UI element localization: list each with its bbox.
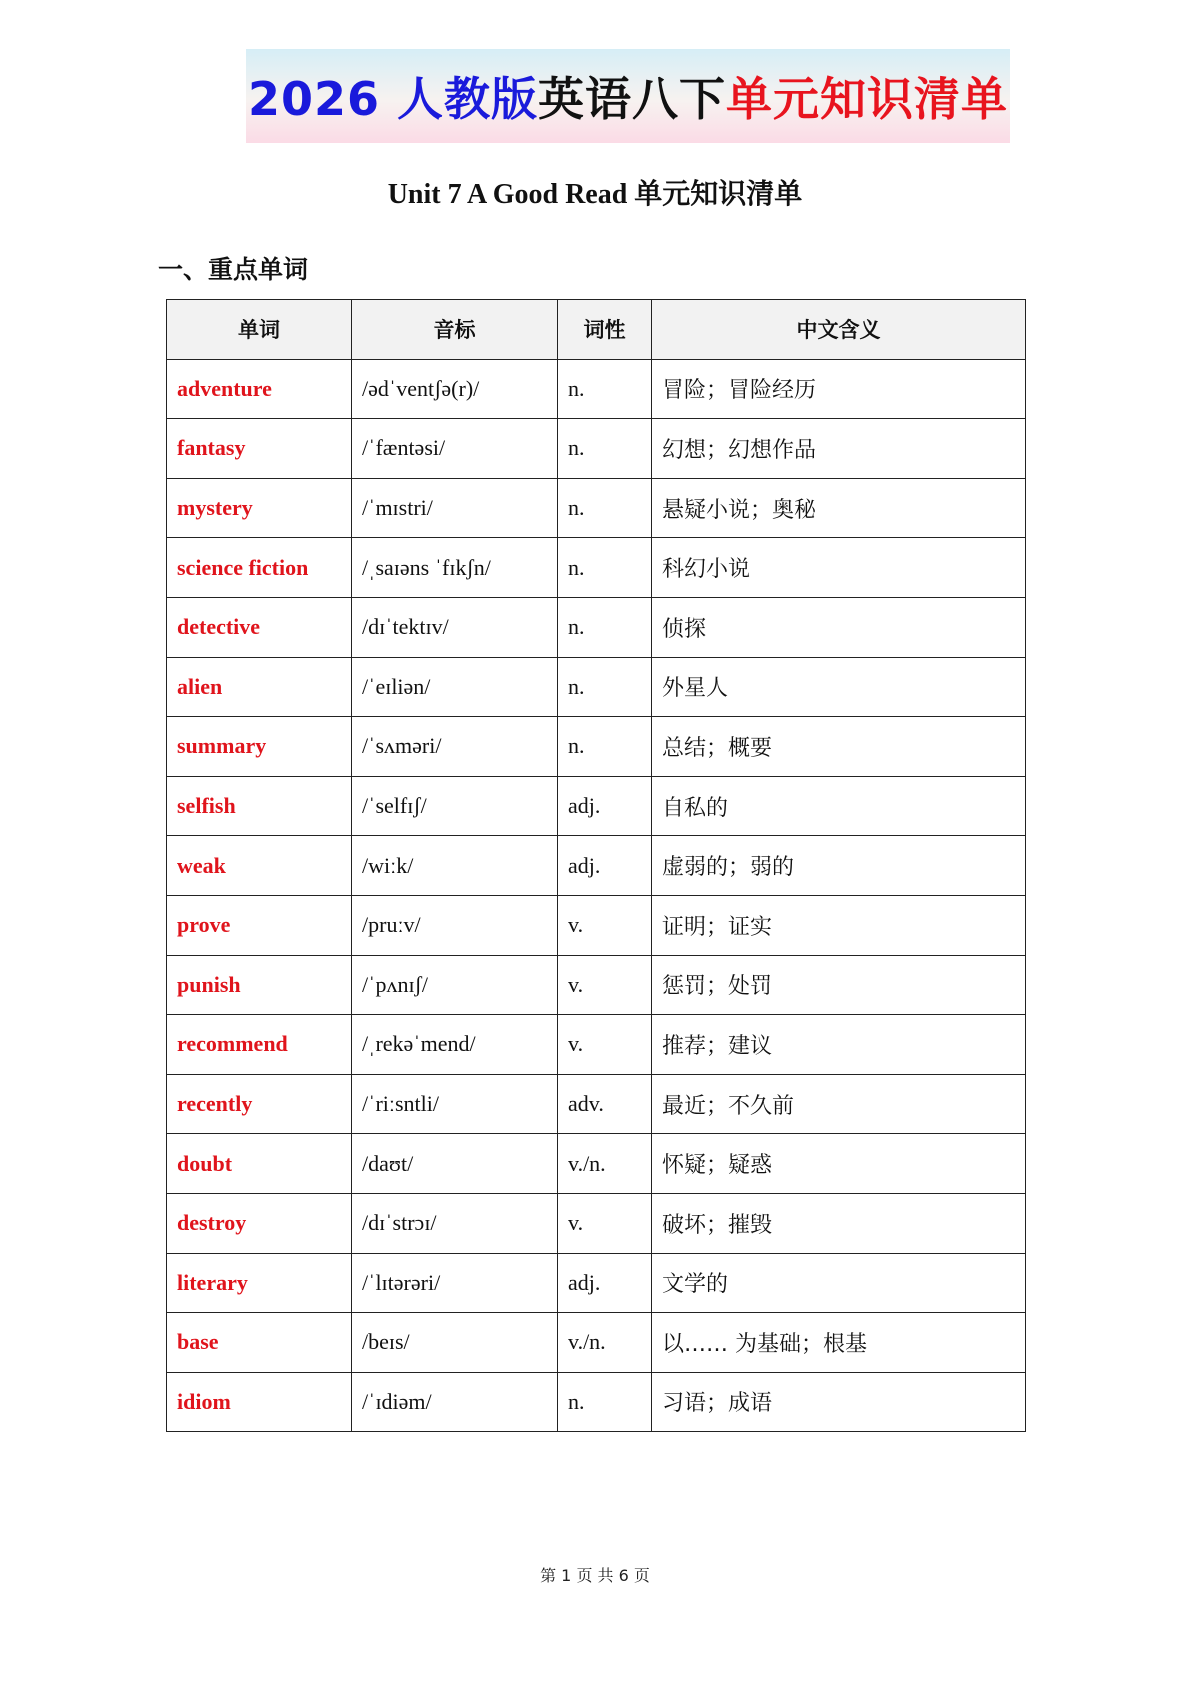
section-heading: 一、重点单词 <box>158 255 309 284</box>
pos-cell: v. <box>558 955 652 1015</box>
meaning-cell: 文学的 <box>652 1253 1026 1313</box>
table-row <box>167 1134 1026 1194</box>
pos-cell: n. <box>558 1372 652 1432</box>
pos-cell: n. <box>558 538 652 598</box>
table-row <box>167 717 1026 777</box>
pos-cell: v. <box>558 1015 652 1075</box>
word-cell: idiom <box>167 1372 352 1432</box>
banner-subject: 英语八下 <box>538 72 727 126</box>
meaning-cell: 破坏；摧毁 <box>652 1193 1026 1253</box>
table-row <box>167 1015 1026 1075</box>
pos-cell: n. <box>558 359 652 419</box>
word-cell: selfish <box>167 776 352 836</box>
table-row <box>167 597 1026 657</box>
pos-cell: v./n. <box>558 1134 652 1194</box>
table-row <box>167 1313 1026 1373</box>
phonetic-cell: /pruːv/ <box>352 895 558 955</box>
word-cell: literary <box>167 1253 352 1313</box>
pos-cell: n. <box>558 478 652 538</box>
table-row <box>167 1193 1026 1253</box>
pos-cell: v./n. <box>558 1313 652 1373</box>
word-cell: recently <box>167 1074 352 1134</box>
header-phonetic: 音标 <box>352 300 558 360</box>
document-title: Unit 7 A Good Read 单元知识清单 <box>387 179 803 210</box>
title-banner <box>246 49 1010 143</box>
table-row <box>167 538 1026 598</box>
pos-cell: adv. <box>558 1074 652 1134</box>
pos-cell: adj. <box>558 776 652 836</box>
phonetic-cell: /daʊt/ <box>352 1134 558 1194</box>
word-cell: science fiction <box>167 538 352 598</box>
word-cell: mystery <box>167 478 352 538</box>
table-row <box>167 1253 1026 1313</box>
phonetic-cell: /ˈriːsntli/ <box>352 1074 558 1134</box>
table-header-row <box>167 300 1026 360</box>
pos-cell: adj. <box>558 1253 652 1313</box>
phonetic-cell: /dɪˈtektɪv/ <box>352 597 558 657</box>
meaning-cell: 最近；不久前 <box>652 1074 1026 1134</box>
table-row <box>167 657 1026 717</box>
phonetic-cell: /ədˈventʃə(r)/ <box>352 359 558 419</box>
word-cell: weak <box>167 836 352 896</box>
table-row <box>167 419 1026 479</box>
word-cell: summary <box>167 717 352 777</box>
phonetic-cell: /ˈmɪstri/ <box>352 478 558 538</box>
phonetic-cell: /ˈfæntəsi/ <box>352 419 558 479</box>
table-row <box>167 1372 1026 1432</box>
phonetic-cell: /wiːk/ <box>352 836 558 896</box>
header-meaning: 中文含义 <box>652 300 1026 360</box>
pos-cell: n. <box>558 419 652 479</box>
word-cell: recommend <box>167 1015 352 1075</box>
phonetic-cell: /beɪs/ <box>352 1313 558 1373</box>
meaning-cell: 惩罚；处罚 <box>652 955 1026 1015</box>
meaning-cell: 冒险；冒险经历 <box>652 359 1026 419</box>
word-cell: fantasy <box>167 419 352 479</box>
pos-cell: n. <box>558 597 652 657</box>
meaning-cell: 虚弱的；弱的 <box>652 836 1026 896</box>
phonetic-cell: /ˌsaɪəns ˈfɪkʃn/ <box>352 538 558 598</box>
table-row <box>167 776 1026 836</box>
meaning-cell: 侦探 <box>652 597 1026 657</box>
pos-cell: adj. <box>558 836 652 896</box>
table-row <box>167 1074 1026 1134</box>
meaning-cell: 推荐；建议 <box>652 1015 1026 1075</box>
word-cell: adventure <box>167 359 352 419</box>
word-cell: destroy <box>167 1193 352 1253</box>
phonetic-cell: /ˈeɪliən/ <box>352 657 558 717</box>
meaning-cell: 外星人 <box>652 657 1026 717</box>
meaning-cell: 怀疑；疑惑 <box>652 1134 1026 1194</box>
word-cell: base <box>167 1313 352 1373</box>
table-row <box>167 478 1026 538</box>
word-cell: doubt <box>167 1134 352 1194</box>
vocabulary-table <box>166 299 1026 1432</box>
phonetic-cell: /ˈɪdiəm/ <box>352 1372 558 1432</box>
header-part-of-speech: 词性 <box>558 300 652 360</box>
meaning-cell: 科幻小说 <box>652 538 1026 598</box>
header-word: 单词 <box>167 300 352 360</box>
pos-cell: v. <box>558 895 652 955</box>
meaning-cell: 自私的 <box>652 776 1026 836</box>
pos-cell: n. <box>558 717 652 777</box>
word-cell: detective <box>167 597 352 657</box>
page-number: 第 1 页 共 6 页 <box>540 1566 650 1585</box>
phonetic-cell: /ˈpʌnɪʃ/ <box>352 955 558 1015</box>
meaning-cell: 以…… 为基础；根基 <box>652 1313 1026 1373</box>
banner-edition: 2026 人教版 <box>247 72 539 126</box>
word-cell: punish <box>167 955 352 1015</box>
phonetic-cell: /ˌrekəˈmend/ <box>352 1015 558 1075</box>
banner-label: 单元知识清单 <box>726 72 1009 126</box>
phonetic-cell: /dɪˈstrɔɪ/ <box>352 1193 558 1253</box>
table-row <box>167 955 1026 1015</box>
pos-cell: n. <box>558 657 652 717</box>
word-cell: prove <box>167 895 352 955</box>
meaning-cell: 总结；概要 <box>652 717 1026 777</box>
table-row <box>167 359 1026 419</box>
phonetic-cell: /ˈsʌməri/ <box>352 717 558 777</box>
table-row <box>167 895 1026 955</box>
meaning-cell: 习语；成语 <box>652 1372 1026 1432</box>
meaning-cell: 证明；证实 <box>652 895 1026 955</box>
meaning-cell: 悬疑小说；奥秘 <box>652 478 1026 538</box>
phonetic-cell: /ˈlɪtərəri/ <box>352 1253 558 1313</box>
word-cell: alien <box>167 657 352 717</box>
pos-cell: v. <box>558 1193 652 1253</box>
phonetic-cell: /ˈselfɪʃ/ <box>352 776 558 836</box>
table-row <box>167 836 1026 896</box>
meaning-cell: 幻想；幻想作品 <box>652 419 1026 479</box>
